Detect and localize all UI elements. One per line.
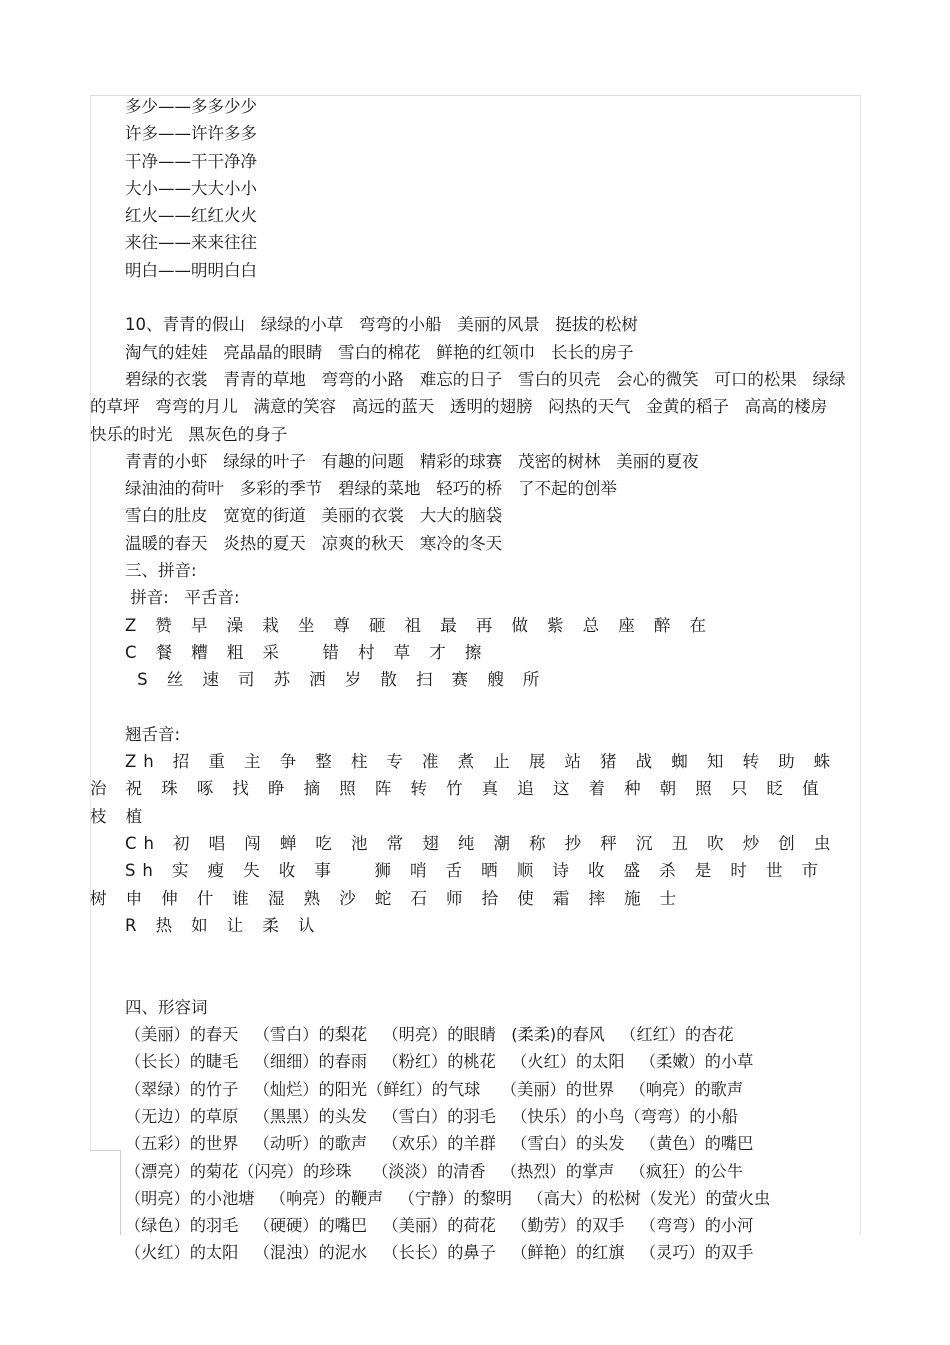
- subsection-heading: 拼音: 平舌音:: [125, 588, 240, 608]
- list-item: 许多——许许多多: [125, 124, 257, 144]
- section-10-phrases: [90, 311, 852, 557]
- pinyin-row-c: C 餐 糟 粗 采 错 村 草 才 擦: [125, 642, 489, 662]
- page-frame-right: [860, 95, 861, 1235]
- list-item: 明白——明明白白: [125, 260, 257, 280]
- pinyin-row-z: Z 赞 早 澡 栽 坐 尊 砸 祖 最 再 做 紫 总 座 醉 在: [125, 615, 713, 635]
- section-heading: 三、拼音:: [125, 561, 197, 581]
- list-item: 来往——来来往往: [125, 233, 257, 253]
- phrase-line: 温暖的春天 炎热的夏天 凉爽的秋天 寒冷的冬天: [125, 533, 503, 553]
- spacer: [90, 284, 852, 311]
- adjectives-section: [90, 994, 852, 1267]
- subsection-heading: 翘舌音:: [125, 724, 181, 744]
- pinyin-row-s: S 丝 速 司 苏 洒 岁 散 扫 赛 艘 所: [125, 670, 547, 690]
- section-heading: 四、形容词: [125, 997, 208, 1017]
- spacer: [90, 939, 852, 966]
- list-item: 干净——干干净净: [125, 151, 257, 171]
- adjective-line: （翠绿）的竹子 （灿烂）的阳光（鲜红）的气球 （美丽）的世界 （响亮）的歌声: [125, 1079, 744, 1099]
- phrase-line: 绿油油的荷叶 多彩的季节 碧绿的菜地 轻巧的桥 了不起的创举: [125, 479, 617, 499]
- spacer: [90, 694, 852, 721]
- adjective-line: （明亮）的小池塘 （响亮）的鞭声 （宁静）的黎明 （高大）的松树（发光）的萤火虫: [125, 1188, 771, 1208]
- pinyin-row-r: R 热 如 让 柔 认: [125, 915, 322, 935]
- list-item: 大小——大大小小: [125, 178, 257, 198]
- pinyin-section: [90, 557, 852, 939]
- phrase-line: 雪白的肚皮 宽宽的街道 美丽的衣裳 大大的脑袋: [125, 506, 503, 526]
- phrase-line: 青青的小虾 绿绿的叶子 有趣的问题 精彩的球赛 茂密的树林 美丽的夏夜: [125, 451, 699, 471]
- list-item: 红火——红红火火: [125, 206, 257, 226]
- pinyin-row-zh: Zh 招 重 主 争 整 柱 专 准 煮 止 展 站 猪 战 蜘 知 转 助 蛛 治 祝 珠 啄 找 睁 摘 照 阵 转 竹 真 追 这 着 种 朝 照 只 眨 值 枝 植: [90, 752, 850, 826]
- adjective-line: （美丽）的春天 （雪白）的梨花 （明亮）的眼睛 (柔柔)的春风 （红红）的杏花: [125, 1025, 734, 1045]
- pinyin-row-ch: Ch 初 唱 闯 蝉 吃 池 常 翅 纯 潮 称 抄 秤 沉 丑 吹 炒 创 虫: [125, 834, 838, 854]
- adjective-line: （火红）的太阳 （混浊）的泥水 （长长）的鼻子 （鲜艳）的红旗 （灵巧）的双手: [125, 1243, 754, 1263]
- phrase-paragraph: 碧绿的衣裳 青青的草地 弯弯的小路 难忘的日子 雪白的贝壳 会心的微笑 可口的松果 绿绿的草坪 弯弯的月儿 满意的笑容 高远的蓝天 透明的翅膀 闷热的天气 金黄的稻子 高高的楼房 快乐的时光 黑灰色的身子: [90, 369, 846, 444]
- reduplication-list: [90, 93, 852, 284]
- phrase-line: 淘气的娃娃 亮晶晶的眼睛 雪白的棉花 鲜艳的红领巾 长长的房子: [125, 342, 634, 362]
- adjective-line: （绿色）的羽毛 （硬硬）的嘴巴 （美丽）的荷花 （勤劳）的双手 （弯弯）的小河: [125, 1216, 754, 1236]
- adjective-line: （无边）的草原 （黑黑）的头发 （雪白）的羽毛 （快乐）的小鸟（弯弯）的小船: [125, 1106, 738, 1126]
- adjective-line: （漂亮）的菊花（闪亮）的珍珠 （淡淡）的清香 （热烈）的掌声 （疯狂）的公牛: [125, 1161, 744, 1181]
- adjective-line: （长长）的睫毛 （细细）的春雨 （粉红）的桃花 （火红）的太阳 （柔嫩）的小草: [125, 1052, 754, 1072]
- spacer: [90, 967, 852, 994]
- document-body: [90, 93, 852, 1267]
- pinyin-row-sh: Sh 实 瘦 失 收 事 狮 哨 舌 晒 顺 诗 收 盛 杀 是 时 世 市 树 申 伸 什 谁 湿 熟 沙 蛇 石 师 拾 使 霜 摔 施 士: [90, 861, 838, 908]
- list-item: 多少——多多少少: [125, 97, 257, 116]
- adjective-line: （五彩）的世界 （动听）的歌声 （欢乐）的羊群 （雪白）的头发 （黄色）的嘴巴: [125, 1134, 754, 1154]
- phrase-line: 10、青青的假山 绿绿的小草 弯弯的小船 美丽的风景 挺拔的松树: [125, 315, 638, 335]
